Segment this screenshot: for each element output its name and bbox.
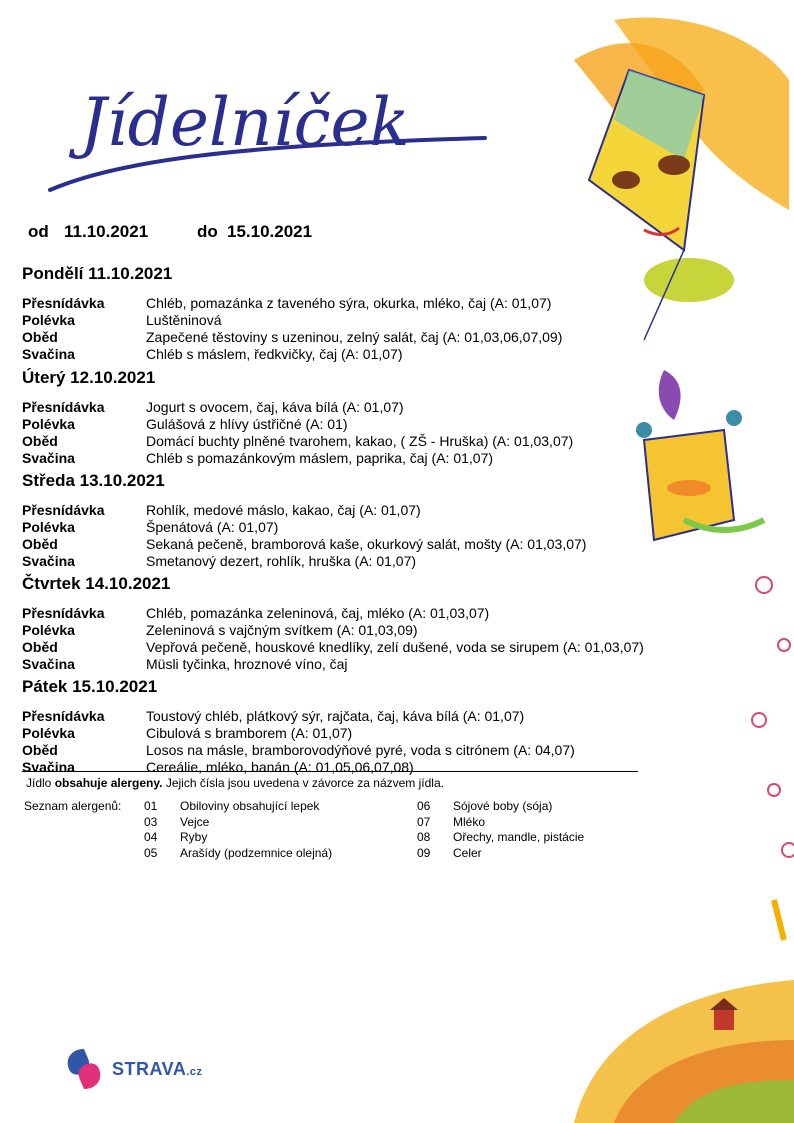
allergen-code: 06	[417, 799, 431, 813]
meal-desc: Luštěninová	[146, 312, 222, 328]
meal-type: Svačina	[22, 553, 75, 569]
meal-type: Svačina	[22, 656, 75, 672]
meal-row	[22, 399, 722, 416]
meal-desc: Chléb s pomazánkovým máslem, paprika, čaj (A: 01,07)	[146, 450, 494, 466]
period-to-label: do	[197, 222, 218, 241]
meal-type: Oběd	[22, 639, 58, 655]
allergen-name: Mléko	[453, 814, 486, 829]
period-to-date: 15.10.2021	[227, 222, 313, 241]
meal-row	[22, 759, 722, 776]
allergen-item	[144, 830, 332, 846]
allergen-item	[417, 799, 584, 815]
meal-row	[22, 295, 722, 312]
meal-row	[22, 433, 722, 450]
allergen-item	[417, 846, 584, 862]
allergen-name: Arašídy (podzemnice olejná)	[180, 845, 333, 860]
meal-row	[22, 605, 722, 622]
allergen-code: 05	[144, 845, 158, 860]
allergen-name: Ryby	[180, 830, 208, 844]
allergen-list-label: Seznam alergenů:	[24, 799, 122, 813]
meal-row	[22, 502, 722, 519]
period-from-date: 11.10.2021	[64, 222, 149, 241]
meal-desc: Cereálie, mléko, banán (A: 01,05,06,07,08)	[146, 759, 414, 775]
allergen-name: Celer	[453, 845, 482, 860]
meal-desc: Sekaná pečeně, bramborová kaše, okurkový salát, mošty (A: 01,03,07)	[146, 536, 587, 552]
day-title: Středa 13.10.2021	[22, 471, 165, 490]
page-title	[40, 50, 500, 200]
meal-type: Přesnídávka	[22, 295, 105, 311]
meal-desc: Domácí buchty plněné tvarohem, kakao, ( ZŠ - Hruška) (A: 01,03,07)	[146, 433, 574, 449]
note-suffix: Jejich čísla jsou uvedena v závorce za názvem jídla.	[162, 776, 444, 790]
meal-type: Svačina	[22, 450, 75, 466]
allergen-name: Obiloviny obsahující lepek	[180, 799, 320, 813]
meal-desc: Losos na másle, bramborovodýňové pyré, voda s citrónem (A: 04,07)	[146, 742, 575, 758]
meal-type: Přesnídávka	[22, 605, 105, 621]
allergen-column-left	[144, 799, 332, 861]
allergen-item	[417, 830, 584, 846]
meal-desc: Chléb, pomazánka zeleninová, čaj, mléko (A: 01,03,07)	[146, 605, 490, 621]
strava-logo-text: STRAVA.cz	[112, 1059, 203, 1079]
meal-desc: Zeleninová s vajčným svítkem (A: 01,03,09)	[146, 622, 418, 638]
allergen-item	[417, 815, 584, 831]
meal-row	[22, 708, 722, 725]
meal-type: Oběd	[22, 742, 58, 758]
meal-row	[22, 329, 722, 346]
divider	[22, 771, 638, 772]
allergen-code: 09	[417, 845, 431, 860]
meal-type: Polévka	[22, 622, 75, 638]
meal-desc: Gulášová z hlívy ústřičné (A: 01)	[146, 416, 348, 432]
meal-row	[22, 742, 722, 759]
meal-type: Přesnídávka	[22, 399, 105, 415]
meal-type: Polévka	[22, 312, 75, 328]
note-bold: obsahuje alergeny.	[54, 776, 163, 790]
meal-row	[22, 553, 722, 570]
meal-type: Svačina	[22, 759, 75, 775]
meal-desc: Toustový chléb, plátkový sýr, rajčata, čaj, káva bílá (A: 01,07)	[146, 708, 525, 724]
meal-type: Přesnídávka	[22, 502, 105, 518]
day-thursday	[22, 573, 722, 673]
meal-row	[22, 622, 722, 639]
meal-desc: Chléb s máslem, ředkvičky, čaj (A: 01,07)	[146, 346, 403, 362]
meal-type: Polévka	[22, 416, 75, 432]
meal-row	[22, 656, 722, 673]
allergen-name: Sójové boby (sója)	[453, 799, 553, 813]
allergen-code: 08	[417, 830, 431, 844]
meal-row	[22, 312, 722, 329]
svg-text:Jídelníček: Jídelníček	[80, 84, 410, 161]
meal-desc: Zapečené těstoviny s uzeninou, zelný salát, čaj (A: 01,03,06,07,09)	[146, 329, 563, 345]
meal-row	[22, 536, 722, 553]
menu-period	[28, 222, 312, 242]
meal-row	[22, 346, 722, 363]
allergen-code: 07	[417, 814, 431, 829]
meal-type: Oběd	[22, 536, 58, 552]
allergen-name: Ořechy, mandle, pistácie	[453, 830, 585, 844]
meal-row	[22, 725, 722, 742]
meal-row	[22, 416, 722, 433]
meal-row	[22, 450, 722, 467]
meal-type: Přesnídávka	[22, 708, 105, 724]
allergen-item	[144, 815, 332, 831]
meal-desc: Rohlík, medové máslo, kakao, čaj (A: 01,07)	[146, 502, 421, 518]
meal-row	[22, 519, 722, 536]
day-title: Pondělí 11.10.2021	[22, 264, 173, 283]
allergen-note	[26, 776, 444, 790]
meal-desc: Müsli tyčinka, hroznové víno, čaj	[146, 656, 348, 672]
meal-type: Oběd	[22, 433, 58, 449]
day-friday	[22, 676, 722, 776]
meal-desc: Chléb, pomazánka z taveného sýra, okurka, mléko, čaj (A: 01,07)	[146, 295, 552, 311]
strava-logo	[60, 1045, 203, 1095]
note-prefix: Jídlo	[26, 776, 55, 790]
meal-desc: Smetanový dezert, rohlík, hruška (A: 01,07)	[146, 553, 417, 569]
allergen-code: 03	[144, 814, 158, 829]
allergen-code: 01	[144, 799, 158, 813]
day-title: Úterý 12.10.2021	[22, 368, 156, 387]
meal-desc: Špenátová (A: 01,07)	[146, 519, 279, 535]
day-wednesday	[22, 470, 722, 570]
meal-type: Svačina	[22, 346, 75, 362]
allergen-item	[144, 846, 332, 862]
period-from-label: od	[28, 222, 49, 241]
meal-desc: Vepřová pečeně, houskové knedlíky, zelí dušené, voda se sirupem (A: 01,03,07)	[146, 639, 644, 655]
day-title: Pátek 15.10.2021	[22, 677, 158, 696]
day-title: Čtvrtek 14.10.2021	[22, 574, 171, 593]
meal-desc: Jogurt s ovocem, čaj, káva bílá (A: 01,07)	[146, 399, 404, 415]
day-tuesday	[22, 367, 722, 467]
meal-type: Oběd	[22, 329, 58, 345]
allergen-code: 04	[144, 830, 158, 844]
meal-desc: Cibulová s bramborem (A: 01,07)	[146, 725, 353, 741]
allergen-name: Vejce	[180, 814, 210, 829]
allergen-item	[144, 799, 332, 815]
allergen-column-right	[417, 799, 584, 861]
day-monday	[22, 263, 722, 363]
strava-logo-icon	[60, 1045, 108, 1093]
meal-type: Polévka	[22, 725, 75, 741]
meal-type: Polévka	[22, 519, 75, 535]
meal-row	[22, 639, 722, 656]
